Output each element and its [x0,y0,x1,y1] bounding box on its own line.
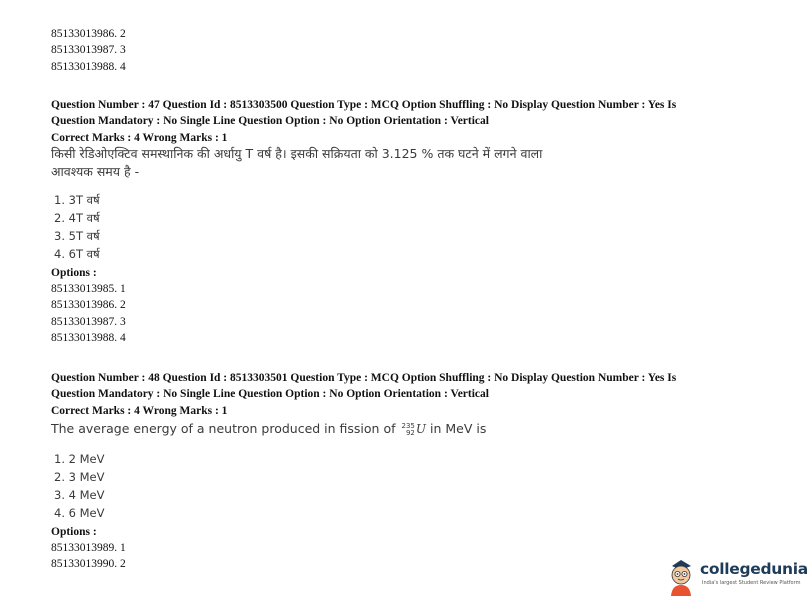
option-id: 85133013989. 1 [51,542,126,555]
mascot-icon [664,558,698,598]
options-label: Options : [51,266,97,279]
option-id: 85133013987. 3 [51,315,126,328]
choice-item: 2. 3 MeV [54,469,105,484]
previous-options [51,26,126,75]
option-id: 85133013986. 2 [51,299,126,312]
choice-item: 3. 4 MeV [54,487,105,502]
options-label: Options : [51,525,97,538]
question-meta: Question Mandatory : No Single Line Question Option : No Option Orientation : Vertical [51,388,489,401]
option-id: 85133013988. 4 [51,60,126,73]
choice-item: 1. 2 MeV [54,451,105,466]
logo-tagline: India's largest Student Review Platform [702,580,801,586]
isotope-symbol: U [415,421,426,436]
question-marks: Correct Marks : 4 Wrong Marks : 1 [51,131,228,144]
options-block [51,265,676,346]
isotope-notation: 235 92 [401,421,415,437]
options-block [51,524,676,573]
choice-item: 4. 6 MeV [54,505,105,520]
question-text: The average energy of a neutron produced in fission of 235 92 U in MeV is [51,420,487,437]
question-text: आवश्यक समय है - [51,163,140,179]
choice-list [51,450,676,522]
choice-item: 3. 5T वर्ष [54,228,100,243]
logo-wordmark: collegedunia [700,560,808,578]
question-marks: Correct Marks : 4 Wrong Marks : 1 [51,404,228,417]
choice-item: 1. 3T वर्ष [54,192,100,207]
question-48 [51,370,676,573]
choice-item: 2. 4T वर्ष [54,210,100,225]
question-meta: Question Mandatory : No Single Line Question Option : No Option Orientation : Vertical [51,115,489,128]
choice-list [51,191,676,263]
option-id: 85133013990. 2 [51,558,126,571]
question-text: किसी रेडिओएक्टिव समस्थानिक की अर्धायु T वर्ष है। इसकी सक्रियता को 3.125 % तक घटने में लगने वाला [51,145,543,161]
question-47 [51,97,676,346]
question-meta: Question Number : 48 Question Id : 8513303501 Question Type : MCQ Option Shuffling : No Display Question Number : Yes Is [51,372,677,384]
option-id: 85133013986. 2 [51,28,126,40]
option-id: 85133013988. 4 [51,332,126,345]
option-id: 85133013985. 1 [51,283,126,296]
option-id: 85133013987. 3 [51,44,126,57]
choice-item: 4. 6T वर्ष [54,246,100,261]
question-meta: Question Number : 47 Question Id : 8513303500 Question Type : MCQ Option Shuffling : No Display Question Number : Yes Is [51,99,677,111]
collegedunia-logo [664,556,808,600]
